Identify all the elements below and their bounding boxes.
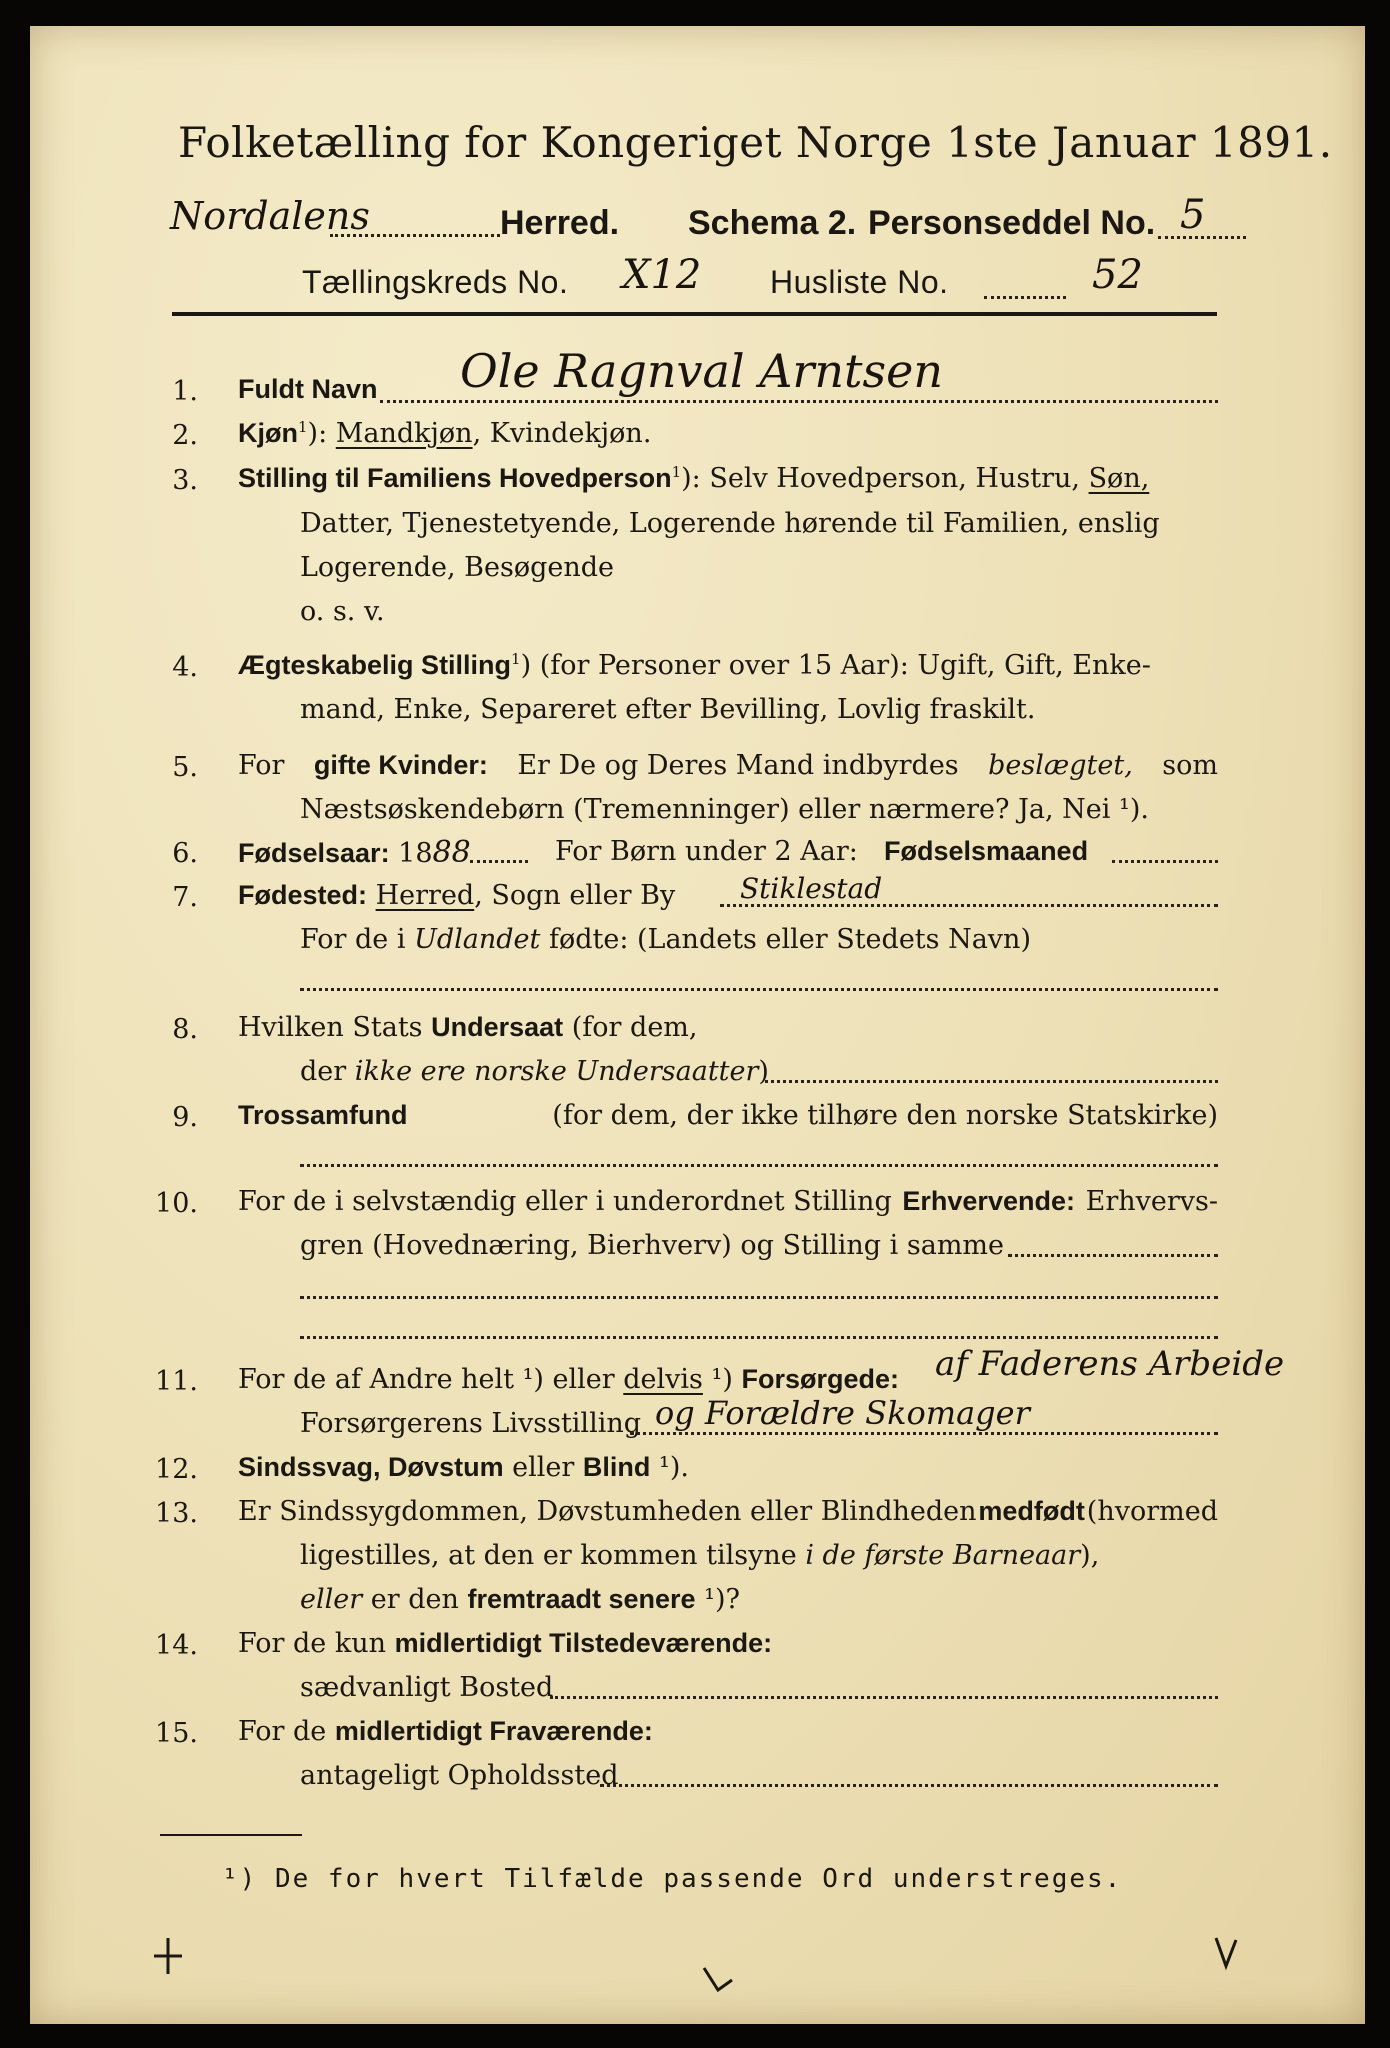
- q3-selected: Søn,: [1088, 463, 1150, 494]
- q13-line2-b: ),: [1080, 1540, 1100, 1571]
- q10-label: Erhvervende:: [902, 1186, 1075, 1216]
- q11-dotline: [630, 1432, 1218, 1435]
- q7-rest: , Sogn eller By: [474, 880, 676, 911]
- q13-line3-i: eller: [300, 1584, 363, 1615]
- q6-label2: Fødselsmaaned: [884, 836, 1089, 866]
- q15-line1: [238, 1718, 653, 1745]
- q6-line: [238, 835, 471, 870]
- q4-sup: 1: [511, 650, 521, 668]
- q5-line2: Næstsøskendebørn (Tremenninger) eller nærmere? Ja, Nei ¹).: [300, 794, 1149, 825]
- q11-pre: For de af Andre helt ¹) eller: [238, 1364, 615, 1395]
- husliste-value: 52: [1092, 252, 1143, 298]
- q6-mid: For Børn under 2 Aar:: [555, 836, 858, 867]
- kreds-label: Tællingskreds No.: [302, 264, 569, 300]
- q12-label: Sindssvag, Døvstum: [238, 1452, 504, 1482]
- q15-label: midlertidigt Fraværende:: [334, 1716, 653, 1746]
- q9-label: Trossamfund: [238, 1100, 408, 1130]
- q12-sup: ¹).: [650, 1452, 689, 1483]
- q10-dotline-2: [300, 1296, 1218, 1299]
- q10-pre: For de i selvstændig eller i underordnet Stilling: [238, 1186, 892, 1217]
- q13-rest: (hvormed: [1086, 1496, 1218, 1527]
- q14-dotline: [550, 1696, 1218, 1699]
- q13-line3: [300, 1586, 740, 1613]
- husliste-dotline: [984, 296, 1066, 299]
- q2-number: 2.: [172, 420, 198, 451]
- q3-line4: o. s. v.: [300, 596, 385, 627]
- q2-rest-b: , Kvindekjøn.: [472, 418, 652, 449]
- q2-sup: 1: [298, 418, 308, 436]
- q1-label: Fuldt Navn: [238, 374, 378, 404]
- q9-number: 9.: [172, 1102, 198, 1133]
- q5-line1-rest: Er De og Deres Mand indbyrdes: [517, 750, 959, 781]
- q9-rest: (for dem, der ikke tilhøre den norske Statskirke): [552, 1100, 1218, 1131]
- q14-pre: For de kun: [238, 1628, 386, 1659]
- q2-selected: Mandkjøn: [335, 418, 473, 449]
- q8-label: Undersaat: [431, 1012, 564, 1042]
- q3-line1-rest: ): Selv Hovedperson, Hustru,: [681, 463, 1080, 494]
- q8-dotline: [765, 1080, 1218, 1083]
- q12-mid: eller: [512, 1452, 575, 1483]
- herred-label: Herred.: [500, 204, 620, 242]
- q10-dotline-1: [1008, 1254, 1218, 1257]
- q8-line2: [300, 1058, 769, 1085]
- husliste-label: Husliste No.: [770, 264, 949, 300]
- q8-pre: Hvilken Stats: [238, 1012, 423, 1043]
- q1-answer: Ole Ragnval Arntsen: [460, 344, 943, 398]
- q11-answer: af Faderens Arbeide: [935, 1344, 1285, 1384]
- footnote-rule: [160, 1834, 302, 1836]
- header-rule: [172, 312, 1217, 316]
- personseddel-label: Personseddel No.: [868, 204, 1156, 242]
- herred-handwritten: Nordalens: [170, 194, 370, 238]
- q13-number: 13.: [155, 1498, 198, 1529]
- q9-dotline: [300, 1164, 1218, 1167]
- footnote: [222, 1864, 1122, 1894]
- q11-sup: ¹): [702, 1364, 742, 1395]
- q3-number: 3.: [172, 465, 198, 496]
- q8-line2-i: ikke ere norske Undersaatter: [354, 1056, 759, 1087]
- q13-line1: [238, 1498, 1218, 1525]
- q2-text: [238, 420, 651, 447]
- q13-line3-b: fremtraadt senere: [467, 1584, 696, 1614]
- q5-pre: For: [238, 750, 285, 781]
- q4-line2: mand, Enke, Separeret efter Bevilling, Lovlig fraskilt.: [300, 694, 1036, 725]
- personseddel-dotline: [1158, 236, 1246, 239]
- q11-answer2: og Forældre Skomager: [655, 1394, 1030, 1432]
- q7-line1: [238, 882, 675, 909]
- q14-line2: sædvanligt Bosted: [300, 1672, 554, 1703]
- q11-underlined: delvis: [623, 1364, 703, 1395]
- q7-line2-i: Udlandet: [414, 924, 541, 955]
- q2-rest-a: ):: [307, 418, 336, 449]
- q13-pre: Er Sindssygdommen, Døvstumheden eller Blindheden: [238, 1496, 977, 1527]
- q10-line2: gren (Hovednæring, Bierhverv) og Stilling i samme: [300, 1230, 1005, 1261]
- q3-label: Stilling til Familiens Hovedperson: [238, 463, 672, 493]
- footnote-mark: ¹): [222, 1864, 258, 1894]
- q14-number: 14.: [155, 1630, 198, 1661]
- q8-number: 8.: [172, 1014, 198, 1045]
- kreds-value: X12: [622, 252, 702, 298]
- schema-label: Schema 2.: [688, 204, 857, 242]
- q5-label: gifte Kvinder:: [313, 750, 488, 780]
- q1-number: 1.: [172, 376, 198, 407]
- q6-year-dotline: [470, 860, 528, 863]
- q3-line3: Logerende, Besøgende: [300, 552, 614, 583]
- q15-number: 15.: [155, 1718, 198, 1749]
- q7-line2-b: fødte: (Landets eller Stedets Navn): [548, 924, 1031, 955]
- q13-line2: [300, 1542, 1099, 1569]
- q10-number: 10.: [155, 1188, 198, 1219]
- personseddel-value: 5: [1180, 192, 1206, 238]
- q10-dotline-3: [300, 1336, 1218, 1339]
- q15-dotline: [600, 1784, 1218, 1787]
- q15-pre: For de: [238, 1716, 327, 1747]
- q13-line2-i: i de første Barneaar: [805, 1540, 1081, 1571]
- q5-number: 5.: [172, 752, 198, 783]
- q14-label: midlertidigt Tilstedeværende:: [394, 1628, 773, 1658]
- q12-number: 12.: [155, 1454, 198, 1485]
- corner-mark-left: [148, 1936, 188, 1976]
- q6-month-dotline: [1112, 860, 1218, 863]
- herred-dotline: [330, 234, 500, 237]
- form-title: Folketælling for Kongeriget Norge 1ste Januar 1891.: [178, 118, 1333, 167]
- q9-line1: [238, 1102, 1218, 1129]
- census-form: [30, 26, 1365, 2024]
- q1-dotline: [380, 400, 1218, 403]
- q8-line2-b: ): [758, 1056, 769, 1087]
- q8-line2-a: der: [300, 1056, 347, 1087]
- q6-label: Fødselsaar:: [238, 838, 390, 868]
- q11-line1: [238, 1366, 899, 1393]
- q5-end: som: [1162, 750, 1218, 781]
- q4-line1-rest: ) (for Personer over 15 Aar): Ugift, Gift, Enke-: [520, 650, 1151, 681]
- q4-line1: [238, 652, 1151, 679]
- q13-line3-a: er den: [370, 1584, 459, 1615]
- q7-extra-dotline: [300, 988, 1218, 991]
- q7-line2-a: For de i: [300, 924, 406, 955]
- q11-number: 11.: [155, 1366, 198, 1397]
- q4-label: Ægteskabelig Stilling: [238, 650, 512, 680]
- q6-number: 6.: [172, 838, 198, 869]
- q10-rest: Erhvervs-: [1085, 1186, 1218, 1217]
- corner-mark-right: [1206, 1932, 1246, 1972]
- q10-line1: [238, 1188, 1218, 1215]
- q13-line3-c: ¹)?: [704, 1584, 740, 1615]
- q8-line1: [238, 1014, 697, 1041]
- q7-answer: Stiklestad: [740, 872, 883, 905]
- q14-line1: [238, 1630, 772, 1657]
- q3-sup: 1: [671, 463, 682, 481]
- q7-label: Fødested:: [238, 880, 368, 910]
- q13-label: medfødt: [978, 1496, 1085, 1526]
- q11-line2: Forsørgerens Livsstilling: [300, 1408, 642, 1439]
- q15-line2: antageligt Opholdssted: [300, 1760, 619, 1791]
- q11-label: Forsørgede:: [741, 1364, 899, 1394]
- q8-rest: (for dem,: [571, 1012, 698, 1043]
- q12-line1: [238, 1454, 689, 1481]
- q7-number: 7.: [172, 882, 198, 913]
- footnote-text: De for hvert Tilfælde passende Ord understreges.: [274, 1864, 1123, 1894]
- q6-year-prefix: 18: [398, 838, 433, 869]
- q13-line2-a: ligestilles, at den er kommen tilsyne: [300, 1540, 797, 1571]
- q6-year-value: 88: [432, 835, 471, 870]
- q2-label: Kjøn: [238, 418, 298, 448]
- q5-italic: beslægtet,: [988, 750, 1133, 781]
- q12-label2: Blind: [582, 1452, 651, 1482]
- q7-line2: [300, 926, 1031, 953]
- corner-mark-center: [698, 1962, 738, 2002]
- q3-line1: [238, 465, 1149, 492]
- q5-line1: [238, 752, 1218, 779]
- q7-selected: Herred: [375, 880, 475, 911]
- q3-line2: Datter, Tjenestetyende, Logerende hørende til Familien, enslig: [300, 508, 1160, 539]
- q4-number: 4.: [172, 652, 198, 683]
